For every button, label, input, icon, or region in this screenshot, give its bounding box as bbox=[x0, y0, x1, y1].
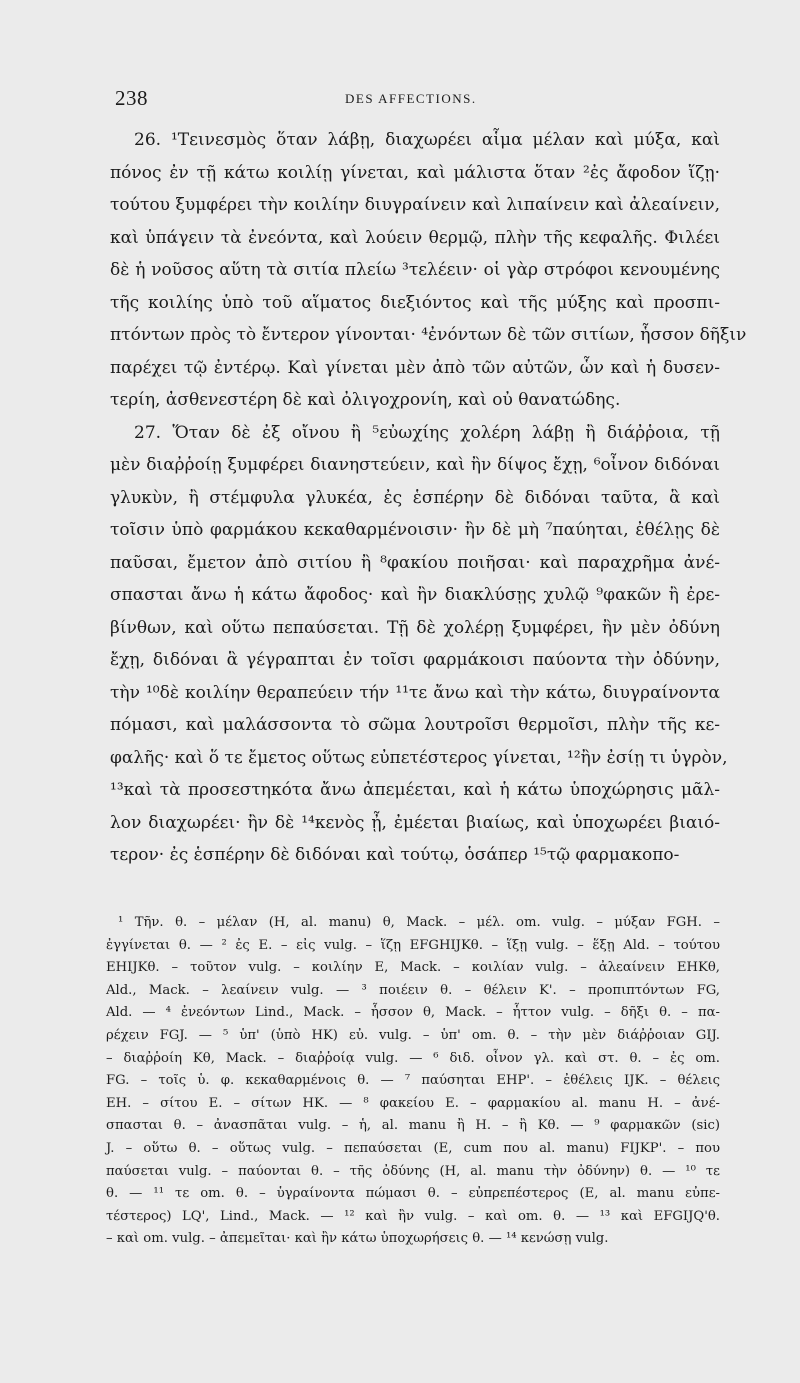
text-line: 26. ¹Τεινεσμὸς ὅταν λάβῃ, διαχωρέει αἷμα μέλαν καὶ μύξα, καὶ bbox=[134, 130, 720, 150]
text-line: παῦσαι, ἔμετον ἀπὸ σιτίου ἢ ⁸φακίου ποιῆσαι· καὶ παραχρῆμα ἀνέ- bbox=[110, 552, 720, 573]
footnote-line: σπασται θ. – ἀνασπᾶται vulg. – ἡ, al. manu ἢ H. – ἢ Kθ. — ⁹ φαρμακῶν (sic) bbox=[106, 1118, 720, 1134]
footnote-line: θ. — ¹¹ τε om. θ. – ὑγραίνοντα πώμασι θ. – εὐπρεπέστερος (E, al. manu εὐπε- bbox=[106, 1186, 720, 1202]
footnote-line: EHIJKθ. – τοῦτον vulg. – κοιλίην E, Mack. – κοιλίαν vulg. – ἀλεαίνειν EHKθ, bbox=[106, 960, 720, 976]
text-line: γλυκὺν, ἢ στέμφυλα γλυκέα, ἐς ἑσπέρην δὲ διδόναι ταῦτα, ἃ καὶ bbox=[110, 487, 720, 508]
text-line: φαλῆς· καὶ ὅ τε ἔμετος οὕτως εὐπετέστερος γίνεται, ¹²ἢν ἐσίῃ τι ὑγρὸν, bbox=[110, 747, 728, 768]
text-line: βίνθων, καὶ οὕτω πεπαύσεται. Τῇ δὲ χολέρῃ ξυμφέρει, ἢν μὲν ὀδύνη bbox=[110, 617, 720, 638]
text-line: παρέχει τῷ ἐντέρῳ. Καὶ γίνεται μὲν ἀπὸ τῶν αὐτῶν, ὧν καὶ ἡ δυσεν- bbox=[110, 357, 720, 378]
footnote-line: ¹ Τῆν. θ. – μέλαν (H, al. manu) θ, Mack. – μέλ. om. vulg. – μύξαν FGH. – bbox=[118, 915, 720, 930]
footnote-line: Ald. — ⁴ ἐνεόντων Lind., Mack. – ἧσσον θ, Mack. – ἧττον vulg. – δῆξι θ. – πα- bbox=[106, 1005, 720, 1021]
text-line: ¹³καὶ τὰ προσεστηκότα ἄνω ἀπεμέεται, καὶ ἡ κάτω ὑποχώρησις μᾶλ- bbox=[110, 780, 720, 800]
text-line: τῆς κοιλίης ὑπὸ τοῦ αἵματος διεξιόντος καὶ τῆς μύξης καὶ προσπι- bbox=[110, 292, 720, 313]
main-text bbox=[110, 124, 747, 872]
text-line: πόμασι, καὶ μαλάσσοντα τὸ σῶμα λουτροῖσι θερμοῖσι, πλὴν τῆς κε- bbox=[110, 715, 720, 735]
text-line: μὲν διαῤῥοίῃ ξυμφέρει διανηστεύειν, καὶ ἢν δίψος ἔχῃ, ⁶οἶνον διδόναι bbox=[110, 455, 720, 475]
text-line: πτόντων πρὸς τὸ ἔντερον γίνονται· ⁴ἐνόντων δὲ τῶν σιτίων, ἧσσον δῆξιν bbox=[110, 325, 747, 345]
text-line: τερίη, ἀσθενεστέρη δὲ καὶ ὀλιγοχρονίη, καὶ οὐ θανατώδης. bbox=[110, 390, 621, 410]
footnote-line: παύσεται vulg. – παύονται θ. – τῆς ὀδύνης (H, al. manu τὴν ὀδύνην) θ. — ¹⁰ τε bbox=[106, 1163, 720, 1179]
footnote-line: – διαῤῥοίη Kθ, Mack. – διαῤῥοίᾳ vulg. — ⁶ διδ. οἶνον γλ. καὶ στ. θ. – ἐς om. bbox=[106, 1050, 720, 1066]
text-line: τερον· ἐς ἑσπέρην δὲ διδόναι καὶ τούτῳ, ὁσάπερ ¹⁵τῷ φαρμακοπο- bbox=[110, 845, 680, 865]
text-line: καὶ ὑπάγειν τὰ ἐνεόντα, καὶ λούειν θερμῷ, πλὴν τῆς κεφαλῆς. Φιλέει bbox=[110, 227, 720, 248]
footnote-line: EH. – σίτου E. – σίτων HK. — ⁸ φακείου E. – φαρμακίου al. manu H. – ἀνέ- bbox=[106, 1095, 720, 1111]
text-line: δὲ ἡ νοῦσος αὕτη τὰ σιτία πλείω ³τελέειν· οἱ γὰρ στρόφοι κενουμένης bbox=[110, 260, 720, 280]
footnote-line: Ald., Mack. – λεαίνειν vulg. — ³ ποιέειν θ. – θέλειν K'. – προπιπτόντων FG, bbox=[106, 982, 720, 998]
text-line: τοῖσιν ὑπὸ φαρμάκου κεκαθαρμένοισιν· ἢν δὲ μὴ ⁷παύηται, ἐθέλῃς δὲ bbox=[110, 520, 720, 540]
text-line: σπασται ἄνω ἡ κάτω ἄφοδος· καὶ ἢν διακλύσῃς χυλῷ ⁹φακῶν ἢ ἐρε- bbox=[110, 585, 720, 605]
text-line: τὴν ¹⁰δὲ κοιλίην θεραπεύειν τήν ¹¹τε ἄνω καὶ τὴν κάτω, διυγραίνοντα bbox=[110, 682, 720, 703]
text-line: τούτου ξυμφέρει τὴν κοιλίην διυγραίνειν καὶ λιπαίνειν καὶ ἀλεαίνειν, bbox=[110, 195, 720, 215]
page-header bbox=[115, 86, 715, 114]
footnote-line: ρέχειν FGJ. — ⁵ ὑπ' (ὑπὸ HK) εὐ. vulg. – ὑπ' om. θ. – τὴν μὲν διάῤῥοιαν GIJ. bbox=[106, 1027, 720, 1043]
running-title: DES AFFECTIONS. bbox=[345, 91, 477, 106]
text-line: ἔχῃ, διδόναι ἃ γέγραπται ἐν τοῖσι φαρμάκοισι παύοντα τὴν ὀδύνην, bbox=[110, 650, 720, 670]
footnote-line: J. – οὕτω θ. – οὕτως vulg. – πεπαύσεται (E, cum που al. manu) FIJKP'. – που bbox=[106, 1140, 720, 1156]
footnote-line: FG. – τοῖς ὑ. φ. κεκαθαρμένοις θ. — ⁷ παύσηται EHP'. – ἐθέλεις IJK. – θέλεις bbox=[106, 1073, 720, 1089]
footnote-line: ἐγγίνεται θ. — ² ἐς E. – εἰς vulg. – ἵζῃ EFGHIJKθ. – ἵξῃ vulg. – ἕξῃ Ald. – τούτου bbox=[106, 937, 720, 953]
footnotes bbox=[106, 912, 720, 1251]
text-line: πόνος ἐν τῇ κάτω κοιλίῃ γίνεται, καὶ μάλιστα ὅταν ²ἐς ἄφοδον ἵζῃ· bbox=[110, 162, 720, 183]
footnote-line: – καὶ om. vulg. – ἀπεμεῖται· καὶ ἢν κάτω ὑποχωρήσεις θ. — ¹⁴ κενώσῃ vulg. bbox=[106, 1231, 609, 1247]
text-line: 27. Ὅταν δὲ ἐξ οἴνου ἢ ⁵εὐωχίης χολέρη λάβῃ ἢ διάῤῥοια, τῇ bbox=[134, 422, 720, 443]
text-line: λον διαχωρέει· ἢν δὲ ¹⁴κενὸς ᾖ, ἐμέεται βιαίως, καὶ ὑποχωρέει βιαιό- bbox=[110, 812, 720, 833]
page-number: 238 bbox=[115, 86, 148, 110]
footnote-line: τέστερος) LQ', Lind., Mack. — ¹² καὶ ἢν vulg. – καὶ om. θ. — ¹³ καὶ EFGIJQ'θ. bbox=[106, 1208, 720, 1224]
